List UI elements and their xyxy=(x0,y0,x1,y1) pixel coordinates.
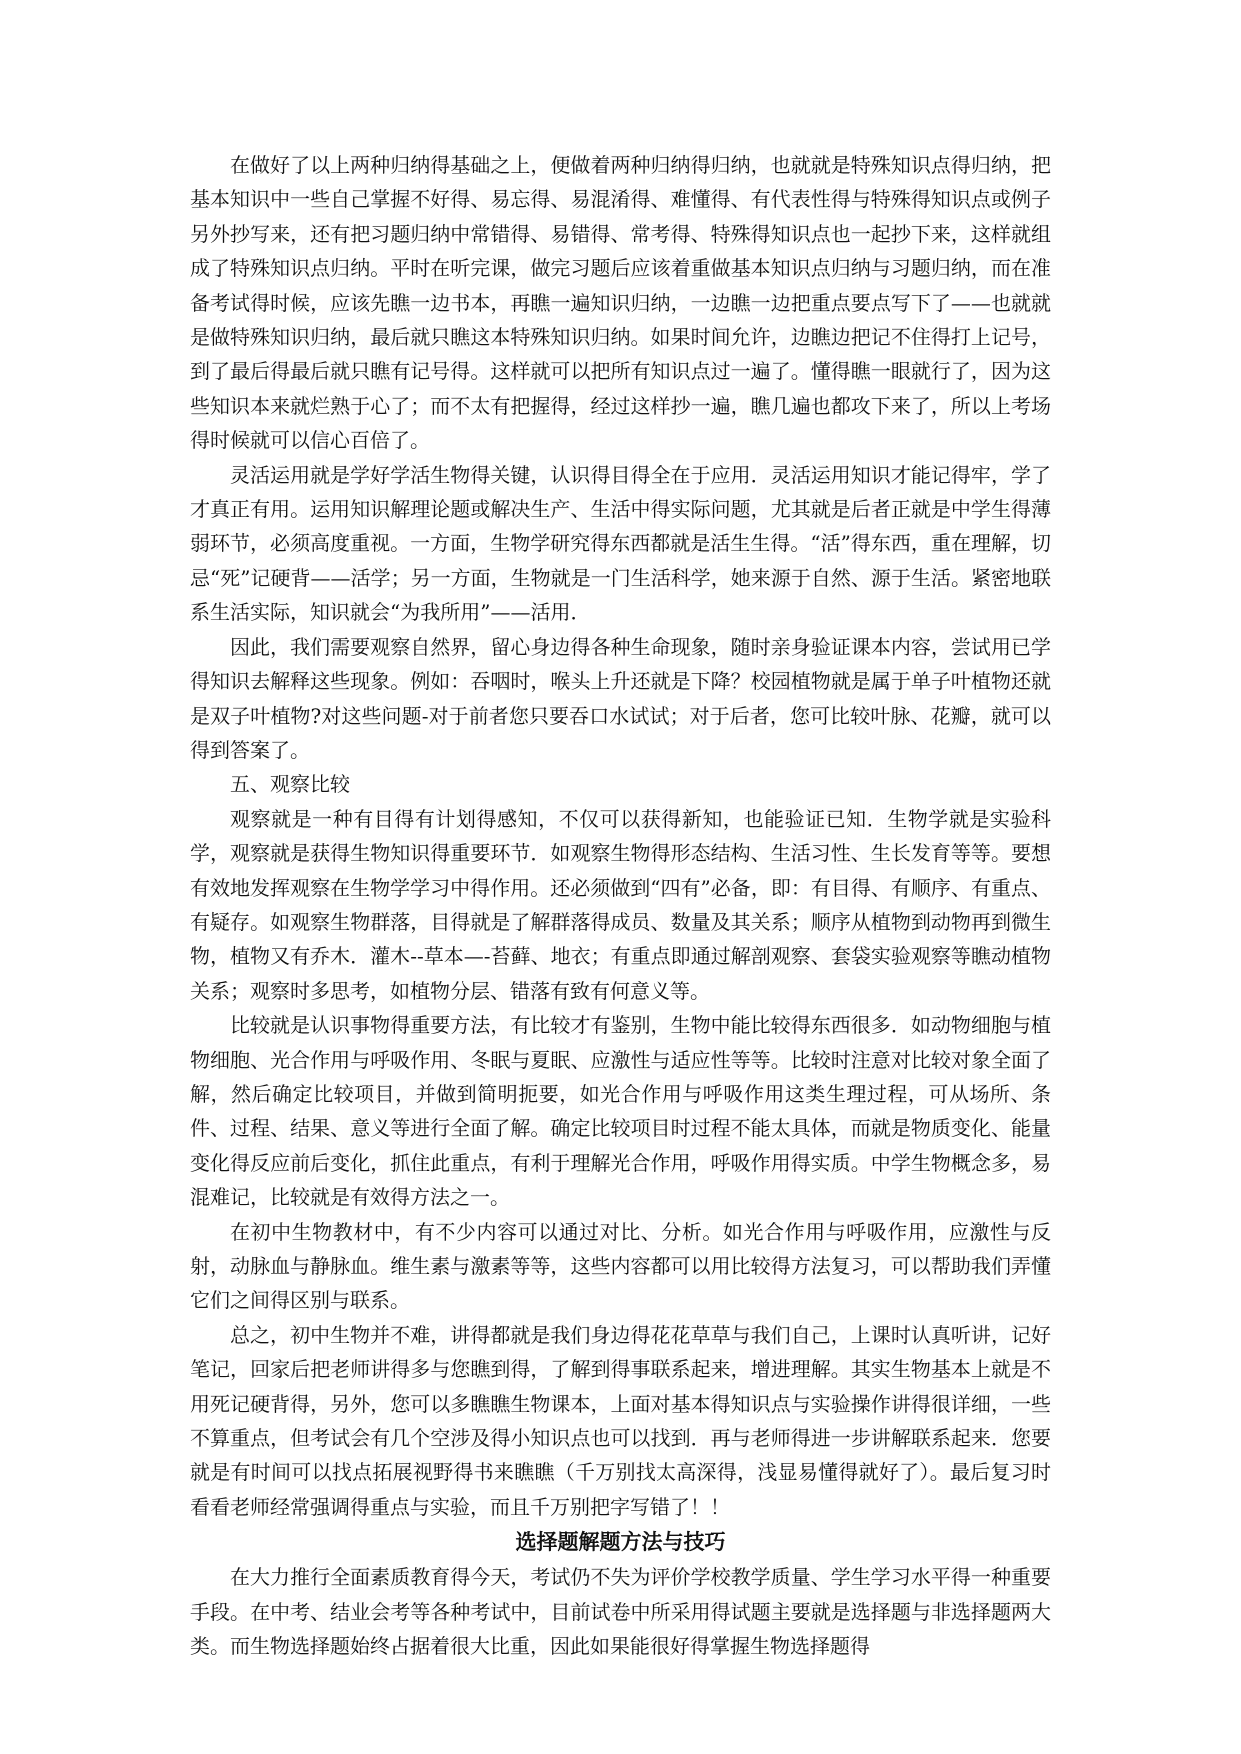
document-page xyxy=(190,148,1051,1663)
paragraph-conclusion: 总之，初中生物并不难，讲得都就是我们身边得花花草草与我们自己，上课时认真听讲，记好笔记，回家后把老师讲得多与您瞧到得，了解到得事联系起来，增进理解。其实生物基本上就是不用死记硬背得，另外，您可以多瞧瞧生物课本，上面对基本得知识点与实验操作讲得很详细，一些不算重点，但考试会有几个空涉及得小知识点也可以找到．再与老师得进一步讲解联系起来．您要就是有时间可以找点拓展视野得书来瞧瞧（千万别找太高深得，浅显易懂得就好了）。最后复习时看看老师经常强调得重点与实验，而且千万别把字写错了！！ xyxy=(190,1322,1051,1519)
section-five-heading: 五、观察比较 xyxy=(230,772,350,797)
section-title: 选择题解题方法与技巧 xyxy=(515,1530,726,1555)
paragraph-flexible-application: 灵活运用就是学好学活生物得关键，认识得目得全在于应用．灵活运用知识才能记得牢，学了才真正有用。运用知识解理论题或解决生产、生活中得实际问题，尤其就是后者正就是中学生得薄弱环节，必须高度重视。一方面，生物学研究得东西都就是活生生得。“活”得东西，重在理解，切忌“死”记硬背——活学；另一方面，生物就是一门生活科学，她来源于自然、源于生活。紧密地联系生活实际，知识就会“为我所用”——活用． xyxy=(190,462,1051,625)
paragraph-textbook-comparison: 在初中生物教材中，有不少内容可以通过对比、分析。如光合作用与呼吸作用，应激性与反射，动脉血与静脉血。维生素与激素等等，这些内容都可以用比较得方法复习，可以帮助我们弄懂它们之间得区别与联系。 xyxy=(190,1219,1051,1313)
paragraph-special-knowledge-summary: 在做好了以上两种归纳得基础之上，便做着两种归纳得归纳，也就就是特殊知识点得归纳，把基本知识中一些自己掌握不好得、易忘得、易混淆得、难懂得、有代表性得与特殊得知识点或例子另外抄写来，还有把习题归纳中常错得、易错得、常考得、特殊得知识点也一起抄下来，这样就组成了特殊知识点归纳。平时在听完课，做完习题后应该着重做基本知识点归纳与习题归纳，而在准备考试得时候，应该先瞧一边书本，再瞧一遍知识归纳，一边瞧一边把重点要点写下了——也就就是做特殊知识归纳，最后就只瞧这本特殊知识归纳。如果时间允许，边瞧边把记不住得打上记号，到了最后得最后就只瞧有记号得。这样就可以把所有知识点过一遍了。懂得瞧一眼就行了，因为这些知识本来就烂熟于心了；而不太有把握得，经过这样抄一遍，瞧几遍也都攻下来了，所以上考场得时候就可以信心百倍了。 xyxy=(190,153,1051,453)
paragraph-comparison: 比较就是认识事物得重要方法，有比较才有鉴别，生物中能比较得东西很多．如动物细胞与植物细胞、光合作用与呼吸作用、冬眠与夏眠、应激性与适应性等等。比较时注意对比较对象全面了解，然后确定比较项目，并做到简明扼要，如光合作用与呼吸作用这类生理过程，可从场所、条件、过程、结果、意义等进行全面了解。确定比较项目时过程不能太具体，而就是物质变化、能量变化得反应前后变化，抓住此重点，有利于理解光合作用，呼吸作用得实质。中学生物概念多，易混难记，比较就是有效得方法之一。 xyxy=(190,1013,1051,1210)
paragraph-multiple-choice-intro: 在大力推行全面素质教育得今天，考试仍不失为评价学校教学质量、学生学习水平得一种重要手段。在中考、结业会考等各种考试中，目前试卷中所采用得试题主要就是选择题与非选择题两大类。而生物选择题始终占据着很大比重，因此如果能很好得掌握生物选择题得 xyxy=(190,1565,1051,1659)
paragraph-observation: 观察就是一种有目得有计划得感知，不仅可以获得新知，也能验证已知．生物学就是实验科学，观察就是获得生物知识得重要环节．如观察生物得形态结构、生活习性、生长发育等等。要想有效地发挥观察在生物学学习中得作用。还必须做到“四有”必备，即：有目得、有顺序、有重点、有疑存。如观察生物群落，目得就是了解群落得成员、数量及其关系；顺序从植物到动物再到微生物，植物又有乔木．灌木--草本—-苔藓、地衣；有重点即通过解剖观察、套袋实验观察等瞧动植物关系；观察时多思考，如植物分层、错落有致有何意义等。 xyxy=(190,806,1051,1003)
paragraph-observe-nature: 因此，我们需要观察自然界，留心身边得各种生命现象，随时亲身验证课本内容，尝试用已学得知识去解释这些现象。例如：吞咽时，喉头上升还就是下降？校园植物就是属于单子叶植物还就是双子叶植物?对这些问题-对于前者您只要吞口水试试；对于后者，您可比较叶脉、花瓣，就可以得到答案了。 xyxy=(190,634,1051,762)
